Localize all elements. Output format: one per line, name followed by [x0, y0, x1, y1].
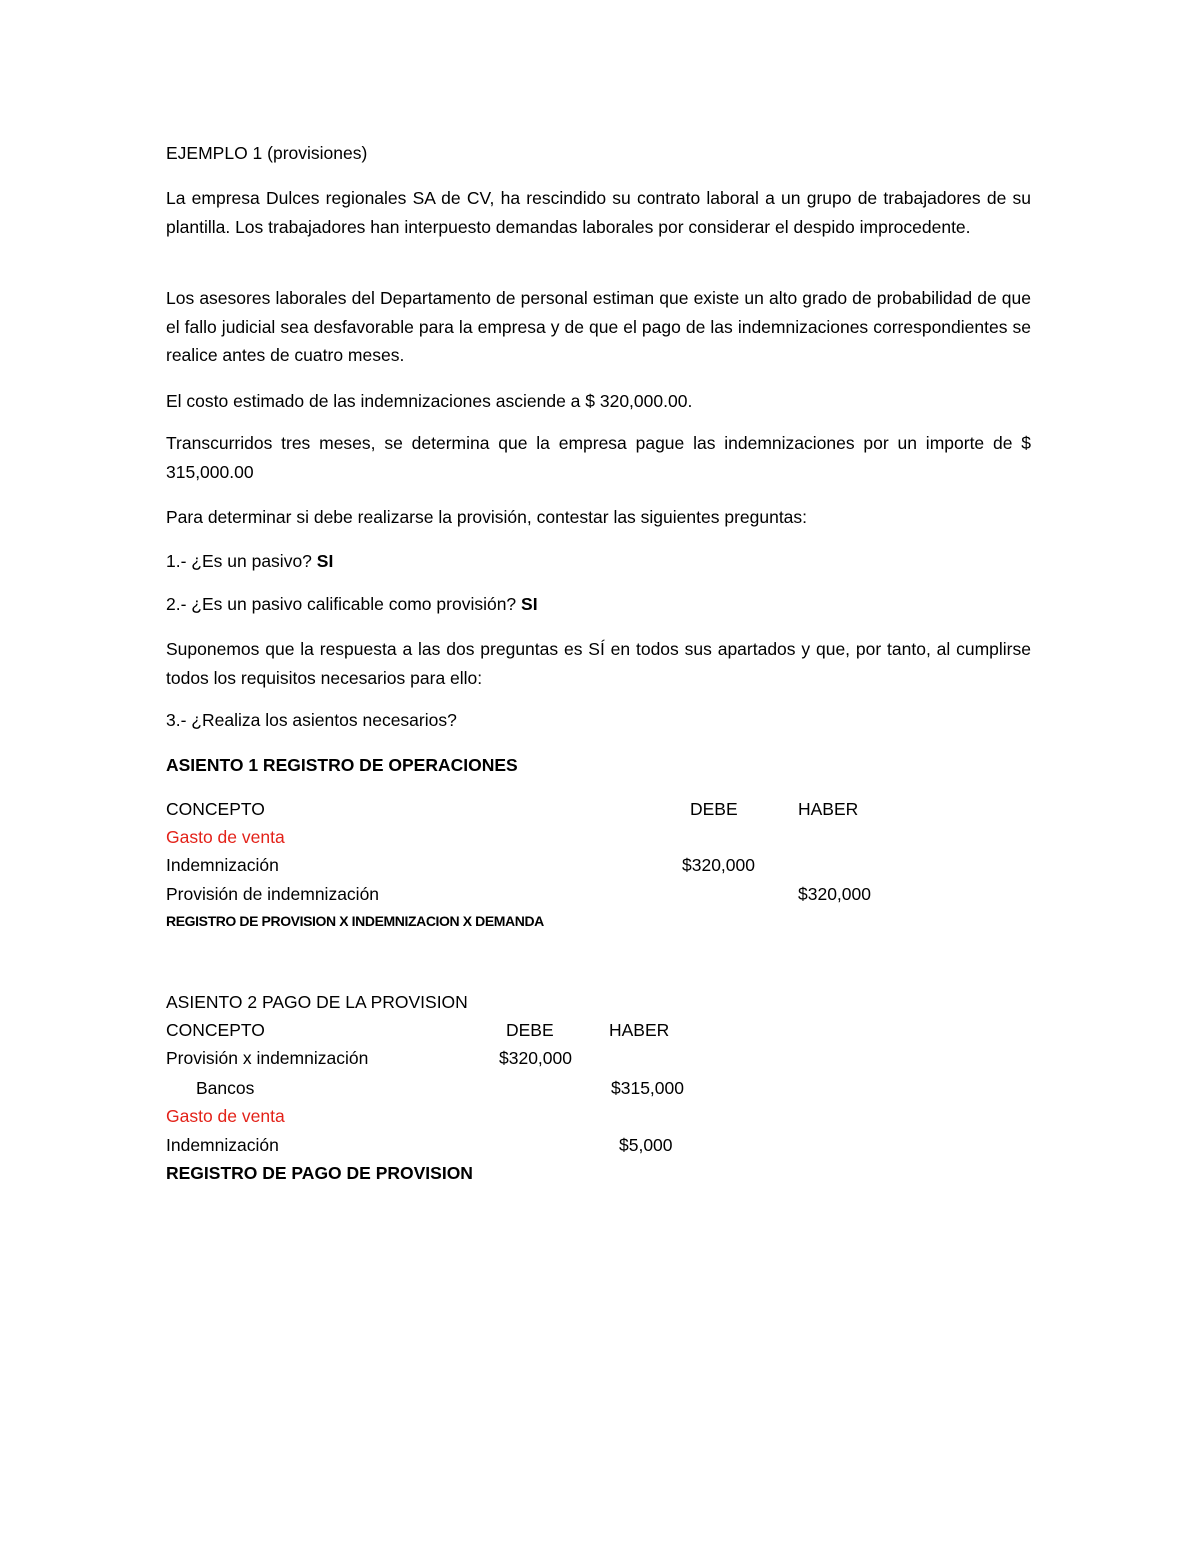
asiento-1-row-provision-haber: $320,000 [798, 884, 871, 904]
asiento-1-note: REGISTRO DE PROVISION X INDEMNIZACION X DEMANDA [166, 913, 544, 929]
paragraph-payment: Transcurridos tres meses, se determina que la empresa pague las indemnizaciones por un importe de $ 315,000.00 [166, 433, 1031, 482]
paragraph-intro: La empresa Dulces regionales SA de CV, ha rescindido su contrato laboral a un grupo de trabajadores de su plantilla. Los trabajadores han interpuesto demandas laborales por considerar el despido improcedente. [166, 188, 1031, 237]
paragraph-estimated-cost: El costo estimado de las indemnizaciones asciende a $ 320,000.00. [166, 391, 693, 411]
asiento-1-row-indemnizacion: Indemnización [166, 855, 279, 875]
asiento-2-row-bancos: Bancos [196, 1078, 255, 1098]
asiento-2-row-provision: Provisión x indemnización [166, 1048, 369, 1068]
asiento-2-row-indemnizacion: Indemnización [166, 1135, 279, 1155]
question-1-text: 1.- ¿Es un pasivo? [166, 551, 312, 571]
asiento-1-row-gasto-venta: Gasto de venta [166, 827, 285, 847]
question-2-text: 2.- ¿Es un pasivo calificable como provisión? [166, 594, 517, 614]
asiento-2-row-indemnizacion-value: $5,000 [619, 1135, 673, 1155]
paragraph-assumption: Suponemos que la respuesta a las dos preguntas es SÍ en todos sus apartados y que, por tanto, al cumplirse todos los requisitos necesarios para ello: [166, 639, 1031, 688]
asiento-2-note: REGISTRO DE PAGO DE PROVISION [166, 1163, 473, 1183]
question-1-answer: SI [316, 551, 334, 571]
asiento-1-row-indemnizacion-debe: $320,000 [682, 855, 755, 875]
question-3: 3.- ¿Realiza los asientos necesarios? [166, 710, 457, 730]
asiento-1-heading: ASIENTO 1 REGISTRO DE OPERACIONES [166, 755, 518, 775]
asiento-2-col-debe: DEBE [506, 1020, 554, 1040]
asiento-1-col-haber: HABER [798, 799, 859, 819]
question-2 [166, 596, 538, 614]
document-title: EJEMPLO 1 (provisiones) [166, 143, 368, 163]
asiento-2-col-haber: HABER [609, 1020, 670, 1040]
asiento-1-row-provision: Provisión de indemnización [166, 884, 380, 904]
asiento-2-row-provision-debe: $320,000 [499, 1048, 572, 1068]
asiento-2-heading: ASIENTO 2 PAGO DE LA PROVISION [166, 992, 468, 1012]
question-2-answer: SI [521, 594, 538, 614]
paragraph-questions-intro: Para determinar si debe realizarse la provisión, contestar las siguientes preguntas: [166, 507, 808, 527]
asiento-1-col-concepto: CONCEPTO [166, 799, 265, 819]
asiento-1-col-debe: DEBE [690, 799, 738, 819]
asiento-2-col-concepto: CONCEPTO [166, 1020, 265, 1040]
question-1 [166, 553, 333, 571]
asiento-2-row-gasto-venta: Gasto de venta [166, 1106, 285, 1126]
asiento-2-row-bancos-haber: $315,000 [611, 1078, 684, 1098]
paragraph-advisors: Los asesores laborales del Departamento de personal estiman que existe un alto grado de probabilidad de que el fallo judicial sea desfavorable para la empresa y de que el pago de las indemnizaciones correspondientes se realice antes de cuatro meses. [166, 288, 1031, 365]
